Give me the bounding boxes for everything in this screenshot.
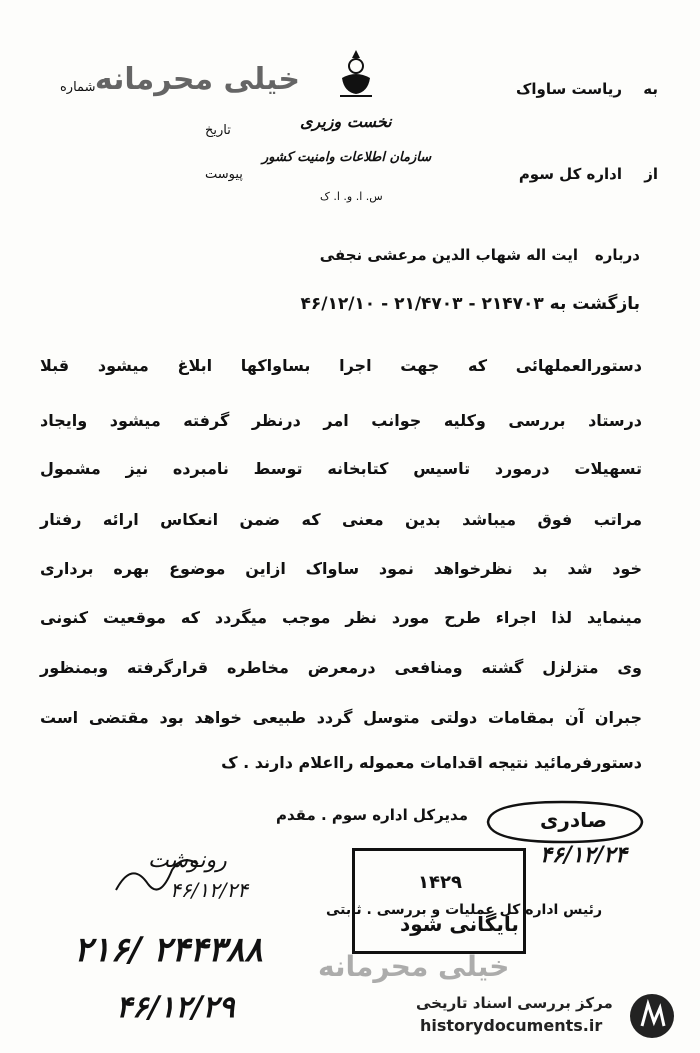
bottom-classification-stamp: خیلی محرمانه [318,950,510,983]
emblem-subtitle: سازمان اطلاعات وامنیت کشور [262,150,432,165]
handwritten-footer-date: ۴۶/۱۲/۲۹ [116,990,235,1025]
date-label: تاریخ [205,123,231,138]
attachment-label: پیوست [205,167,243,182]
archive-stamp: بایگانی شود [400,912,519,936]
sender: اداره کل سوم [518,165,622,183]
watermark-title: مرکز بررسی اسناد تاریخی [416,994,613,1012]
lion-and-sun-emblem-icon [334,48,378,100]
body-line: وی متزلزل گشته ومنافعی درمعرض مخاطره قرارگرفته وبمنظور [40,658,642,677]
signatory-title: مدیرکل اداره سوم . مقدم [276,806,468,824]
signature-scribble-icon [112,850,202,900]
subject-text: ایت اله شهاب الدین مرعشی نجفی [319,246,578,264]
handwritten-signature-date: ۴۶/۱۲/۲۴ [170,878,248,902]
body-line: دستورفرمائید نتیجه اقدامات معموله رااعلام دارند . ک [221,753,642,772]
body-line: مراتب فوق میباشد بدین معنی که ضمن انعکاس ارائه رفتار [40,510,642,529]
handwritten-note: رونوشت [148,848,227,873]
reference-line: بازگشت به ۲۱۴۷۰۳ - ۲۱/۴۷۰۳ - ۴۶/۱۲/۱۰ [300,294,640,314]
body-line: دستورالعملهائی که جهت اجرا بساواکها ابلاغ میشود قبلا [40,356,642,375]
agency-code: س. ا. و. ا. ک [320,190,383,203]
subject-label: درباره [594,246,640,264]
outgoing-stamp: صادری [540,808,607,832]
number-label: شماره [60,80,96,95]
watermark-url[interactable]: historydocuments.ir [420,1016,603,1035]
sender-prefix: از [644,165,658,183]
body-line: درستاد بررسی وکلیه جوانب امر درنظر گرفته میشود وایجاد [40,411,642,430]
body-line: جبران آن بمقامات دولتی متوسل گردد طبیعی خواهد بود مقتضی است [40,708,642,727]
archive-number: ۱۴۲۹ [418,872,462,893]
classification-stamp: خیلی محرمانه [94,62,300,97]
archive-stamp-box [352,848,526,954]
outgoing-stamp-date: ۴۶/۱۲/۲۴ [540,842,627,868]
body-line: مینماید لذا اجراء طرح مورد نظر موجب میگردد که موقعیت کنونی [40,608,642,627]
addressee: ریاست ساواک [516,80,622,98]
addressee-prefix: به [643,80,658,98]
emblem-title: نخست وزیری [300,112,392,131]
body-line: خود شد بد نظرخواهد نمود ساواک ازاین موضوع بهره برداری [40,559,642,578]
body-line: تسهیلات درمورد تاسیس کتابخانه توسط نامبرده نیز مشمول [40,459,642,478]
archive-logo-icon [628,992,676,1040]
recipient-line: رئیس اداره کل عملیات و بررسی . ثابتی [325,902,602,918]
handwritten-number: ۲۴۴۳۸۸ /۲۱۶ [74,930,263,970]
